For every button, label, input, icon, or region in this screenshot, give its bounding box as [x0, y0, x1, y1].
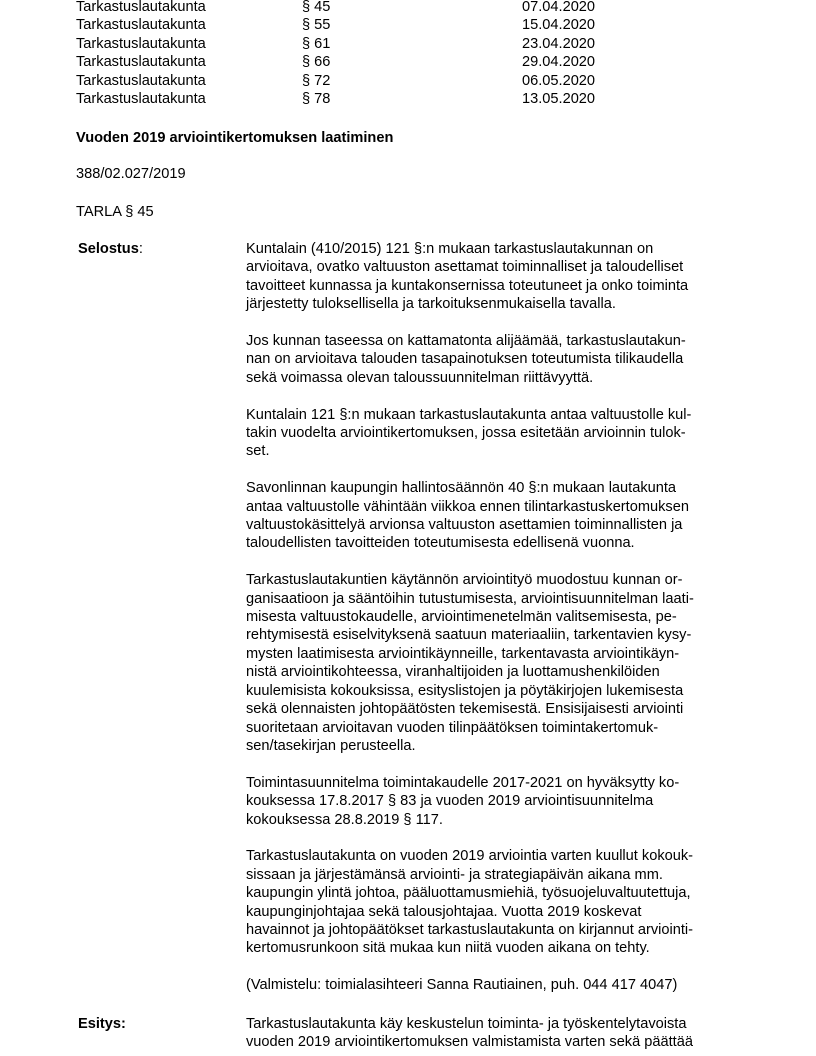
text-line: arvioitava, ovatko valtuuston asettamat toiminnalliset ja taloudelliset	[246, 259, 684, 276]
reference-section: § 55	[302, 17, 331, 34]
text-line: rehtymisestä esiselvityksenä saatuun materiaaliin, tarkentavien kysy-	[246, 627, 692, 644]
text-line: vuoden 2019 arviointikertomuksen valmistamista varten sekä päättää	[246, 1034, 693, 1051]
text-line: suoritetaan arvioitavan vuoden tilinpäätöksen toimintakertomuk-	[246, 719, 659, 736]
text-line: Toimintasuunnitelma toimintakaudelle 2017-2021 on hyväksytty ko-	[246, 774, 680, 791]
selostus-paragraph	[246, 976, 746, 994]
selostus-body	[246, 240, 746, 1013]
selostus-paragraph	[246, 479, 746, 553]
reference-section: § 61	[302, 35, 331, 52]
text-line: antaa valtuustolle vähintään viikkoa ennen tilintarkastuskertomuksen	[246, 498, 689, 515]
reference-date: 15.04.2020	[522, 17, 596, 34]
reference-board: Tarkastuslautakunta	[76, 90, 206, 107]
text-line: järjestetty tuloksellisella ja tarkoituksenmukaisella tavalla.	[246, 296, 616, 313]
text-line: nistä arviointikohteessa, viranhaltijoiden ja luottamushenkilöiden	[246, 664, 660, 681]
text-line: ganisaatioon ja sääntöihin tutustumisesta, arviointisuunnitelman laati-	[246, 590, 694, 607]
reference-row	[76, 16, 636, 34]
diary-number: 388/02.027/2019	[76, 166, 186, 182]
text-line: sekä olennaisten johtopäätösten tekemisestä. Ensisijaisesti arviointi	[246, 701, 684, 718]
text-line: kaupungin ylintä johtoa, pääluottamusmiehiä, työsuojeluvaltuutettuja,	[246, 885, 691, 902]
tarla-reference: TARLA § 45	[76, 204, 154, 220]
selostus-label-text: Selostus	[78, 241, 139, 257]
text-line: Kuntalain 121 §:n mukaan tarkastuslautakunta antaa valtuustolle kul-	[246, 406, 692, 423]
text-line: sen/tasekirjan perusteella.	[246, 737, 416, 754]
reference-board: Tarkastuslautakunta	[76, 0, 206, 15]
text-line: sekä voimassa olevan taloussuunnitelman riittävyyttä.	[246, 369, 594, 386]
selostus-paragraph	[246, 571, 746, 755]
text-line: Tarkastuslautakunta käy keskustelun toiminta- ja työskentelytavoista	[246, 1016, 687, 1032]
selostus-paragraph	[246, 240, 746, 314]
text-line: nan on arvioitava talouden tasapainotuksen toteutumista tilikaudella	[246, 351, 684, 368]
reference-date: 29.04.2020	[522, 54, 596, 71]
text-line: tavoitteet kunnassa ja kuntakonsernissa toteutuneet ja onko toiminta	[246, 277, 689, 294]
text-line: kertomusrunkoon sitä mukaa kun niitä vuoden aikana on tehty.	[246, 940, 650, 957]
reference-row	[76, 0, 636, 16]
reference-section: § 72	[302, 72, 331, 89]
reference-date: 07.04.2020	[522, 0, 596, 15]
reference-section: § 45	[302, 0, 331, 15]
text-line: set.	[246, 443, 270, 460]
selostus-paragraph	[246, 406, 746, 461]
reference-row	[76, 90, 636, 108]
text-line: kokouksessa 28.8.2019 § 117.	[246, 811, 443, 828]
reference-date: 13.05.2020	[522, 90, 596, 107]
text-line: Tarkastuslautakuntien käytännön arviointityö muodostuu kunnan or-	[246, 572, 683, 589]
reference-board: Tarkastuslautakunta	[76, 35, 206, 52]
text-line: takin vuodelta arviointikertomuksen, jossa esitetään arvioinnin tulok-	[246, 425, 686, 442]
selostus-paragraph	[246, 332, 746, 387]
text-line: mysten laatimisesta arviointikäynneille, tarkentavasta arviointikäyn-	[246, 645, 680, 662]
text-line: Tarkastuslautakunta on vuoden 2019 arviointia varten kuullut kokouk-	[246, 848, 694, 865]
text-line: kuulemisista kokouksissa, esityslistojen ja pöytäkirjojen lukemisesta	[246, 682, 684, 699]
text-line: taloudellisten tavoitteiden toteutumisesta edellisenä vuonna.	[246, 535, 635, 552]
esitys-body	[246, 1015, 746, 1052]
text-line: sissaan ja järjestämänsä arviointi- ja strategiapäivän aikana mm.	[246, 866, 663, 883]
reference-row	[76, 72, 636, 90]
selostus-label-colon: :	[138, 241, 143, 257]
esitys-label: Esitys:	[78, 1016, 126, 1032]
reference-row	[76, 53, 636, 71]
text-line: valtuustokäsittelyä arvionsa valtuuston asettamien toiminnallisten ja	[246, 517, 683, 534]
reference-board: Tarkastuslautakunta	[76, 17, 206, 34]
reference-board: Tarkastuslautakunta	[76, 54, 206, 71]
reference-date: 06.05.2020	[522, 72, 596, 89]
text-line: havainnot ja johtopäätökset tarkastuslautakunta on kirjannut arviointi-	[246, 921, 694, 938]
reference-table	[76, 0, 636, 108]
text-line: kouksessa 17.8.2017 § 83 ja vuoden 2019 arviointisuunnitelma	[246, 793, 654, 810]
agenda-item-heading: Vuoden 2019 arviointikertomuksen laatiminen	[76, 130, 394, 146]
reference-section: § 78	[302, 90, 331, 107]
text-line: kaupunginjohtajaa sekä talousjohtajaa. Vuotta 2019 koskevat	[246, 903, 642, 920]
text-line: Kuntalain (410/2015) 121 §:n mukaan tarkastuslautakunnan on	[246, 241, 654, 257]
reference-date: 23.04.2020	[522, 35, 596, 52]
selostus-paragraph	[246, 774, 746, 829]
text-line: (Valmistelu: toimialasihteeri Sanna Rautiainen, puh. 044 417 4047)	[246, 977, 678, 994]
selostus-label	[78, 240, 143, 258]
text-line: Savonlinnan kaupungin hallintosäännön 40 §:n mukaan lautakunta	[246, 480, 677, 497]
text-line: Jos kunnan taseessa on kattamatonta alijäämää, tarkastuslautakun-	[246, 333, 686, 350]
reference-row	[76, 35, 636, 53]
text-line: misesta valtuustokaudelle, arviointimenetelmän valitsemisesta, pe-	[246, 609, 677, 626]
selostus-paragraph	[246, 847, 746, 957]
reference-board: Tarkastuslautakunta	[76, 72, 206, 89]
reference-section: § 66	[302, 54, 331, 71]
